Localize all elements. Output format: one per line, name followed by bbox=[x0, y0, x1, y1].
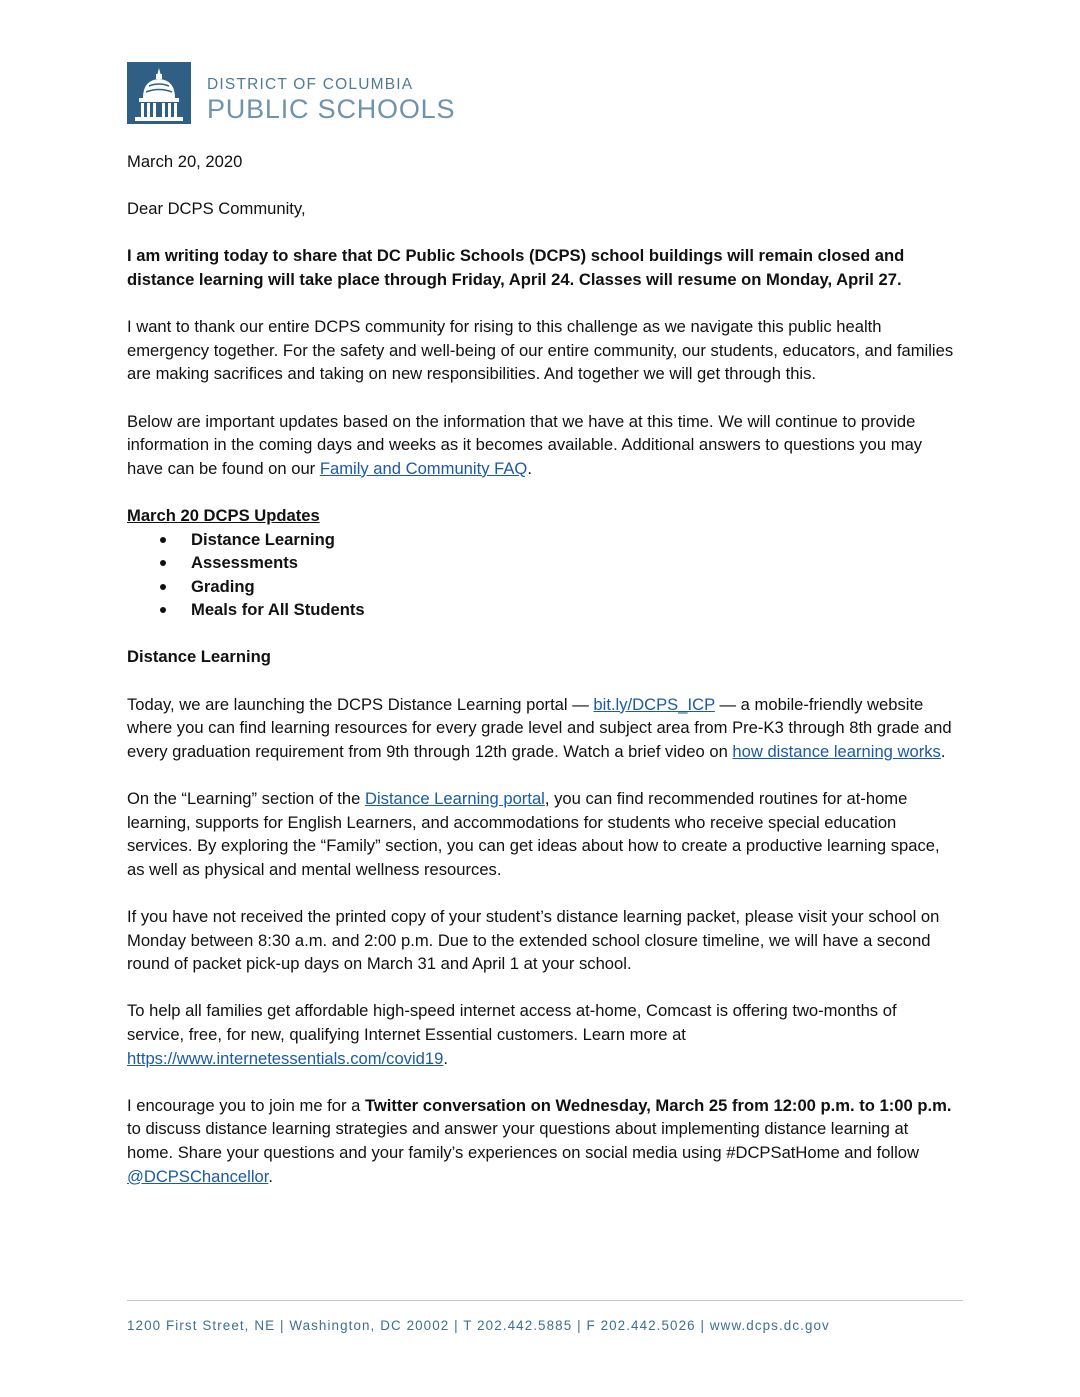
portal-text-1: Today, we are launching the DCPS Distance Learning portal — bbox=[127, 694, 594, 714]
twitter-bold-text: Twitter conversation on Wednesday, March 25 from 12:00 p.m. to 1:00 p.m. bbox=[364, 1095, 952, 1115]
faq-link[interactable]: Family and Community FAQ bbox=[319, 458, 528, 478]
learning-paragraph bbox=[127, 787, 957, 881]
letter-date: March 20, 2020 bbox=[127, 152, 243, 171]
org-name-line1: DISTRICT OF COLUMBIA bbox=[207, 76, 414, 93]
internet-paragraph bbox=[127, 999, 957, 1070]
twitter-text-1: I encourage you to join me for a bbox=[127, 1095, 365, 1115]
portal-short-link[interactable]: bit.ly/DCPS_ICP bbox=[593, 694, 715, 714]
footer-divider bbox=[127, 1300, 963, 1301]
updates-text: Below are important updates based on the information that we have at this time. We will continue to provide information in the coming days and weeks as it becomes available. Additional answers to questions you may have can be found on our bbox=[127, 411, 923, 478]
updates-heading: March 20 DCPS Updates bbox=[127, 505, 320, 525]
section-heading bbox=[127, 645, 957, 669]
section-heading-text: Distance Learning bbox=[127, 647, 271, 667]
capitol-dome-icon bbox=[127, 62, 191, 124]
how-it-works-link[interactable]: how distance learning works bbox=[732, 741, 941, 761]
twitter-text-2: to discuss distance learning strategies and answer your questions about implementing distance learning at home. Share your questions and your family’s experiences on social media using #DCPSatHome and follow bbox=[127, 1119, 920, 1162]
lead-paragraph bbox=[127, 244, 957, 291]
portal-text-2: — a mobile-friendly website where you can find learning resources for every grade level and subject area from Pre-K3 through 8th grade and every graduation requirement from 9th through 12th grade. Watch a brief video on bbox=[127, 694, 952, 761]
thanks-paragraph: I want to thank our entire DCPS community for rising to this challenge as we navigate this public health emergency together. For the safety and well-being of our entire community, our students, educators, and families are making sacrifices and taking on new responsibilities. And together we will get through this. bbox=[127, 317, 954, 384]
internet-essentials-link[interactable]: https://www.internetessentials.com/covid19 bbox=[127, 1048, 444, 1068]
learning-text-2: , you can find recommended routines for at-home learning, supports for English Learners, and accommodations for students who receive special education services. By exploring the “Family” section, you can get ideas about how to create a productive learning space, as well as physical and mental wellness resources. bbox=[127, 789, 940, 879]
period: . bbox=[527, 458, 532, 478]
internet-text: To help all families get affordable high-speed internet access at-home, Comcast is offering two-months of service, free, for new, qualifying Internet Essential customers. Learn more at bbox=[127, 1001, 897, 1044]
twitter-paragraph bbox=[127, 1094, 957, 1188]
period: . bbox=[940, 741, 946, 761]
period: . bbox=[443, 1048, 448, 1068]
salutation: Dear DCPS Community, bbox=[127, 199, 306, 219]
lead-text: I am writing today to share that DC Public Schools (DCPS) school buildings will remain closed and distance learning will take place through Friday, April 24. Classes will resume on Monday, April 27. bbox=[127, 246, 905, 289]
letter-body bbox=[127, 150, 957, 1212]
footer-contact: 1200 First Street, NE | Washington, DC 20002 | T 202.442.5885 | F 202.442.5026 | www.dcps.dc.gov bbox=[127, 1318, 830, 1333]
learning-text-1: On the “Learning” section of the bbox=[127, 789, 365, 809]
org-name-line2: PUBLIC SCHOOLS bbox=[207, 94, 456, 124]
packet-paragraph: If you have not received the printed copy of your student’s distance learning packet, please visit your school on Monday between 8:30 a.m. and 2:00 p.m. Due to the extended school closure timeline, we will have a second round of packet pick-up days on March 31 and April 1 at your school. bbox=[127, 907, 940, 974]
updates-list bbox=[127, 528, 957, 622]
period: . bbox=[268, 1166, 273, 1186]
updates-paragraph bbox=[127, 410, 957, 481]
list-item: Grading bbox=[127, 575, 957, 599]
distance-learning-portal-link[interactable]: Distance Learning portal bbox=[364, 789, 545, 809]
portal-paragraph bbox=[127, 693, 957, 764]
chancellor-twitter-link[interactable]: @DCPSChancellor bbox=[127, 1166, 269, 1186]
list-item: Distance Learning bbox=[127, 528, 957, 552]
dcps-logo bbox=[127, 62, 455, 124]
list-item: Meals for All Students bbox=[127, 598, 957, 622]
list-item: Assessments bbox=[127, 551, 957, 575]
